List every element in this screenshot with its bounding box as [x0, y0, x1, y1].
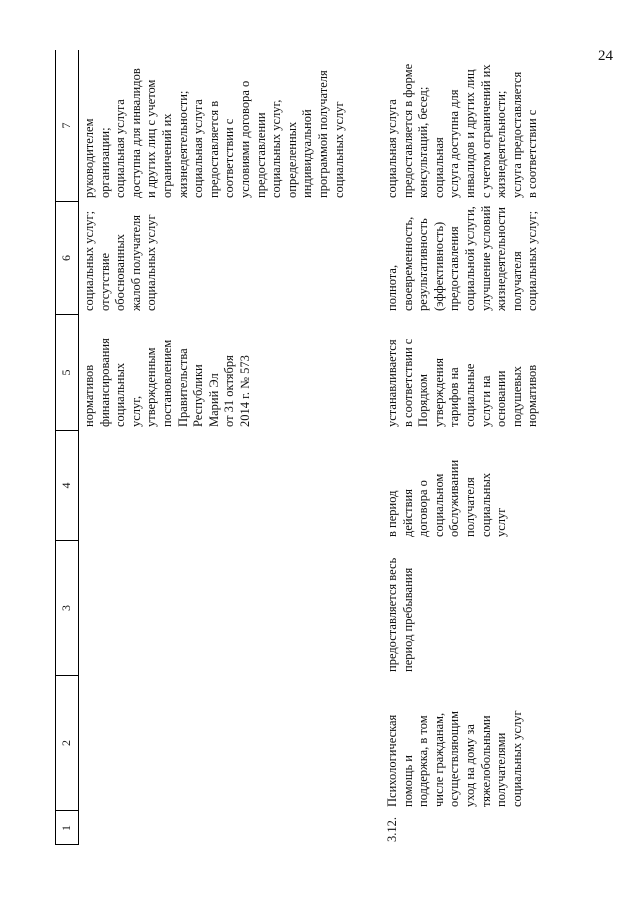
- row-312-tariff: устанавливается в соответствии с Порядком утверждения тарифов на социальные услуги на основании подушевых нормативов: [385, 338, 540, 427]
- col-header-4: 4: [55, 430, 79, 540]
- col-header-6: 6: [55, 201, 79, 314]
- row-312-frequency: предоставляется весь период пребывания: [385, 557, 415, 672]
- col-header-3: 3: [55, 540, 79, 675]
- row-312-period: в период действия договора о социальном обслуживании получателя социальных услуг: [385, 459, 509, 537]
- col-header-1: 1: [55, 810, 79, 845]
- cont-financing-norms: нормативов финансирования социальных услуг, утвержденным постановлением Правительства Республики Марий Эл от 31 октября 2014 г. № 573: [82, 338, 252, 427]
- row-312-conditions: социальная услуга предоставляется в форме консультаций, бесед; социальная услуга доступна для инвалидов и других лиц с учетом ограничений их жизнедеятельности; услуга предоставляется в соответствии с: [385, 63, 540, 198]
- row-312-service-name: Психологическая помощь и поддержка, в том числе гражданам, осуществляющим уход на дому за тяжелобольными получателями социальных услуг: [385, 710, 524, 807]
- page-number: 24: [598, 48, 613, 64]
- cont-quality-indicators: социальных услуг; отсутствие обоснованных жалоб получателя социальных услуг: [82, 210, 159, 311]
- rotated-table: [55, 50, 595, 845]
- cont-conditions: руководителем организации; социальная услуга доступна для инвалидов и других лиц с учетом ограничений их жизнедеятельности; социальная услуга предоставляется в соответствии с условиями договора о предоставлении социальных услуг, определенных индивидуальной программой получателя социальных услуг: [82, 68, 346, 198]
- col-header-2: 2: [55, 675, 79, 810]
- row-312-number: 3.12.: [385, 817, 399, 842]
- row-312-quality: полнота, своевременность, результативность (эффективность) предоставления социальной услуги, улучшение условий жизнедеятельности получателя социальных услуг;: [385, 205, 540, 311]
- col-header-5: 5: [55, 314, 79, 430]
- col-header-7: 7: [55, 50, 79, 201]
